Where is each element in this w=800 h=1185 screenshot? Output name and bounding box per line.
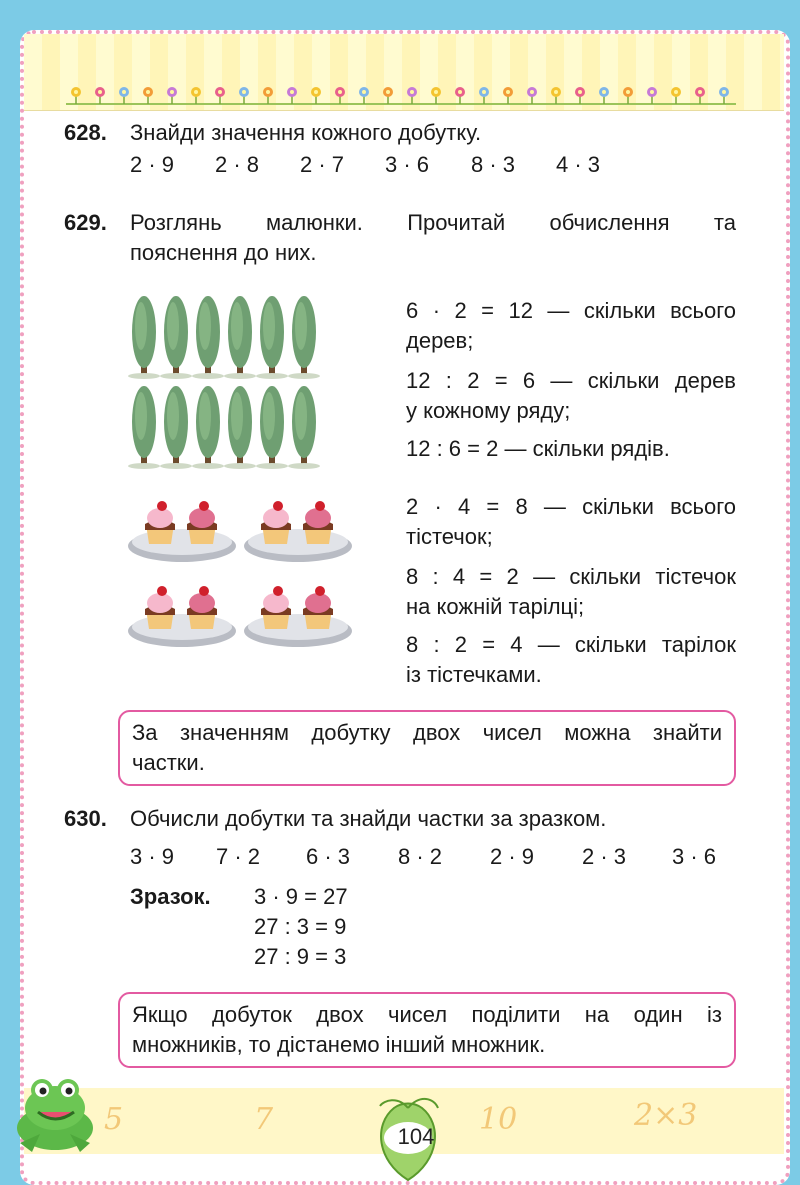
flower-icon (95, 87, 105, 104)
flower-border-strip (66, 84, 736, 110)
tree-icon (256, 386, 288, 469)
expression: 6 · 3 (306, 844, 351, 869)
expression: 2 · 7 (300, 152, 345, 177)
flower-icon (695, 87, 705, 104)
flower-icon (311, 87, 321, 104)
page-number: 104 (397, 1124, 435, 1149)
rule-629-line2: частки. (132, 750, 205, 775)
cupcake-icon (187, 501, 217, 544)
cakes-line-4: на кожній тарілці; (406, 594, 585, 619)
tree-icon (256, 296, 288, 379)
expression: 8 · 2 (398, 844, 443, 869)
exercise-628-expressions (130, 152, 616, 178)
flower-icon (119, 87, 129, 104)
expression: 2 · 8 (215, 152, 260, 177)
expression: 2 · 9 (490, 844, 535, 869)
cupcake-icon (145, 586, 175, 629)
flower-icon (215, 87, 225, 104)
frog-icon (10, 1068, 110, 1158)
flower-icon (479, 87, 489, 104)
expression: 7 · 2 (216, 844, 261, 869)
flower-icon (167, 87, 177, 104)
flower-icon (287, 87, 297, 104)
flower-icon (239, 87, 249, 104)
expression: 4 · 3 (556, 152, 601, 177)
trees-line-1: 6 · 2 = 12 — скільки всього (406, 298, 736, 323)
plate-with-cupcakes (128, 501, 236, 562)
plate-with-cupcakes (244, 586, 352, 647)
flower-icon (719, 87, 729, 104)
plate-with-cupcakes (244, 501, 352, 562)
tree-icon (192, 296, 224, 379)
deco-5: 5 (104, 1102, 124, 1137)
rule-box-629 (118, 710, 736, 786)
cakes-line-5: 8 : 2 = 4 — скільки тарілок (406, 632, 736, 657)
tree-icon (128, 296, 160, 379)
flower-icon (671, 87, 681, 104)
tree-icon (224, 386, 256, 469)
flower-icon (263, 87, 273, 104)
exercise-630-task: Обчисли добутки та знайди частки за зразком. (130, 806, 607, 831)
flower-icon (575, 87, 585, 104)
sample-line-1: 3 · 9 = 27 (254, 884, 348, 909)
exercise-630-expressions (130, 844, 732, 870)
sample-line-2: 27 : 3 = 9 (254, 914, 347, 939)
expression: 3 · 6 (672, 844, 717, 869)
exercise-629-task-line2: пояснення до них. (130, 240, 317, 265)
cupcake-icon (261, 586, 291, 629)
expression: 3 · 6 (385, 152, 430, 177)
deco-10: 10 (479, 1102, 518, 1137)
trees-line-5: 12 : 6 = 2 — скільки рядів. (406, 436, 670, 461)
cakes-line-6: із тістечками. (406, 662, 542, 687)
flower-icon (551, 87, 561, 104)
cakes-line-1: 2 · 4 = 8 — скільки всього (406, 494, 736, 519)
rule-630-line2: множників, то дістанемо інший множник. (132, 1032, 546, 1057)
rule-box-630 (118, 992, 736, 1068)
rule-629-line1: За значенням добутку двох чисел можна знайти (132, 720, 722, 745)
tree-icon (288, 386, 320, 469)
deco-7: 7 (254, 1102, 274, 1137)
trees-line-4: у кожному ряду; (406, 398, 571, 423)
flower-icon (335, 87, 345, 104)
expression: 3 · 9 (130, 844, 175, 869)
rule-630-line1: Якщо добуток двох чисел поділити на один із (132, 1002, 722, 1027)
flower-icon (455, 87, 465, 104)
flower-icon (503, 87, 513, 104)
tree-icon (224, 296, 256, 379)
flower-icon (191, 87, 201, 104)
cupcake-icon (261, 501, 291, 544)
cupcake-icon (187, 586, 217, 629)
exercise-629-task-line1: Розглянь малюнки. Прочитай обчислення та (130, 210, 736, 235)
exercise-628-task: Знайди значення кожного добутку. (130, 120, 482, 145)
flower-icon (431, 87, 441, 104)
expression: 2 · 3 (582, 844, 627, 869)
sample-label: Зразок. (130, 884, 211, 909)
flower-icon (71, 87, 81, 104)
sample-line-3: 27 : 9 = 3 (254, 944, 347, 969)
flower-icon (623, 87, 633, 104)
exercise-number-630: 630. (64, 806, 107, 831)
cupcakes-illustration (128, 490, 358, 660)
cakes-line-2: тістечок; (406, 524, 493, 549)
exercise-number-628: 628. (64, 120, 107, 145)
cupcake-icon (145, 501, 175, 544)
trees-line-2: дерев; (406, 328, 474, 353)
exercise-number-629: 629. (64, 210, 107, 235)
flower-icon (383, 87, 393, 104)
plate-with-cupcakes (128, 586, 236, 647)
tree-icon (192, 386, 224, 469)
flower-icon (359, 87, 369, 104)
tree-icon (160, 296, 192, 379)
flower-icon (143, 87, 153, 104)
flower-icon (647, 87, 657, 104)
tree-icon (288, 296, 320, 379)
expression: 2 · 9 (130, 152, 175, 177)
cakes-line-3: 8 : 4 = 2 — скільки тістечок (406, 564, 736, 589)
trees-line-3: 12 : 2 = 6 — скільки дерев (406, 368, 736, 393)
tree-icon (128, 386, 160, 469)
flower-icon (599, 87, 609, 104)
expression: 8 · 3 (471, 152, 516, 177)
deco-formula: 2×3 (634, 1098, 698, 1133)
tree-icon (160, 386, 192, 469)
cupcake-icon (303, 586, 333, 629)
flower-icon (527, 87, 537, 104)
trees-illustration (128, 290, 328, 470)
cupcake-icon (303, 501, 333, 544)
flower-icon (407, 87, 417, 104)
